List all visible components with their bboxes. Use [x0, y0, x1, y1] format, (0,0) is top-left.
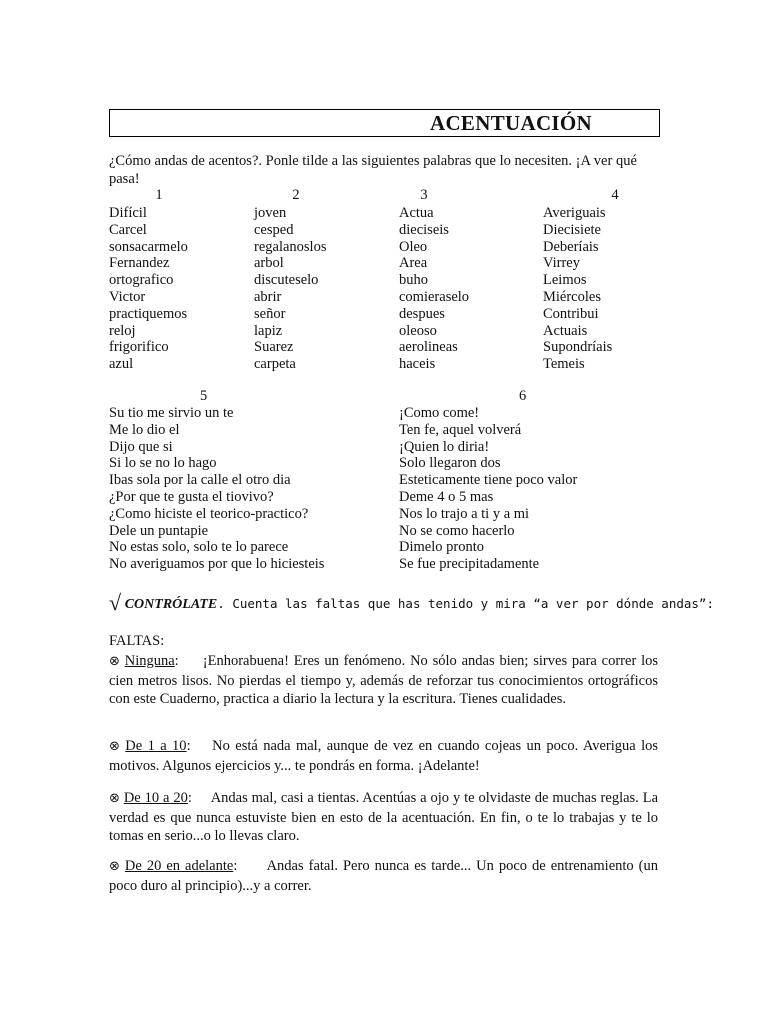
word: buho [399, 272, 428, 289]
sentence: Nos lo trajo a ti y a mi [399, 505, 530, 522]
word: discuteselo [254, 272, 319, 289]
word: Miércoles [543, 288, 601, 305]
sentence: Esteticamente tiene poco valor [399, 472, 578, 489]
cross-circle-icon: ⊗ [109, 859, 120, 874]
word: Carcel [109, 221, 147, 238]
controlate-line [109, 590, 714, 616]
column-2-number: 2 [292, 187, 300, 203]
word: practiquemos [109, 305, 188, 322]
word: Actua [399, 205, 434, 221]
section-6-number: 6 [519, 388, 527, 404]
result-range: De 20 en adelante [124, 858, 234, 874]
word: oleoso [399, 322, 437, 339]
sentence: Deme 4 o 5 mas [399, 488, 494, 505]
word: Actuais [543, 322, 588, 339]
sentence: Ibas sola por la calle el otro dia [109, 472, 291, 489]
word: Virrey [543, 255, 580, 272]
sentence: Dele un puntapie [109, 522, 209, 539]
word-column-4 [543, 205, 612, 373]
word: arbol [254, 255, 284, 272]
result-text: Andas mal, casi a tientas. Acentúas a ojo y te olvidaste de muchas reglas. La verdad es que nunca estuviste bien en esto de la acentuación. En fin, o te lo trabajas y te lo tomas en serio...o lo llevas claro. [109, 790, 659, 844]
section-5-number: 5 [200, 388, 208, 404]
result-range: Ninguna [124, 653, 175, 669]
sentence: Dimelo pronto [399, 539, 484, 556]
word: señor [254, 305, 286, 322]
cross-circle-icon: ⊗ [109, 791, 120, 806]
check-root-icon: √ [109, 590, 122, 615]
result-paragraph: ⊗ De 1 a 10: No está nada mal, aunque de vez en cuando cojeas un poco. Averigua los motivos. Algunos ejercicios y... te pondrás en forma. ¡Adelante! [109, 738, 658, 774]
column-3-number: 3 [420, 187, 428, 203]
word: cesped [254, 221, 294, 238]
word: Contribui [543, 305, 599, 322]
sentence: ¡Como come! [399, 405, 480, 421]
controlate-text: . Cuenta las faltas que has tenido y mira “a ver por dónde andas”: [217, 596, 714, 611]
cross-circle-icon: ⊗ [109, 739, 120, 754]
cross-circle-icon: ⊗ [109, 654, 120, 669]
column-1-number: 1 [155, 187, 163, 203]
word: Deberíais [543, 238, 599, 255]
word-column-2 [254, 205, 326, 373]
word: Averiguais [543, 205, 606, 221]
faltas-heading: FALTAS: [109, 633, 165, 649]
word: sonsacarmelo [109, 238, 188, 255]
word: Leimos [543, 272, 587, 289]
word: ortografico [109, 272, 174, 289]
word: Suarez [254, 339, 294, 356]
word: frigorifico [109, 339, 169, 356]
word: azul [109, 356, 134, 373]
word-column-3 [399, 205, 469, 373]
result-text: Andas fatal. Pero nunca es tarde... Un poco de entrenamiento (un poco duro al principio)...y a correr. [109, 858, 658, 894]
word: Victor [109, 288, 146, 305]
word: lapiz [254, 322, 283, 339]
sentence: Solo llegaron dos [399, 455, 501, 472]
word: dieciseis [399, 221, 449, 238]
sentence-list-6 [399, 405, 577, 573]
sentence: Ten fe, aquel volverá [399, 421, 522, 438]
word: Oleo [399, 238, 428, 255]
sentence: Dijo que si [109, 438, 173, 455]
word-column-1 [109, 205, 188, 373]
result-paragraph: ⊗ De 20 en adelante: Andas fatal. Pero nunca es tarde... Un poco de entrenamiento (un poco duro al principio)...y a correr. [109, 858, 658, 894]
result-text: ¡Enhorabuena! Eres un fenómeno. No sólo andas bien; sirves para correr los cien metros lisos. No pierdas el tiempo y, además de reforzar tus conocimientos ortográficos con este Cuaderno, practica a diario la lectura y la escritura. Tienes cualidades. [109, 653, 659, 707]
sentence: ¿Por que te gusta el tiovivo? [109, 488, 274, 505]
word: Difícil [109, 205, 147, 221]
word: Fernandez [109, 255, 170, 272]
sentence: Su tio me sirvio un te [109, 405, 234, 421]
sentence: Se fue precipitadamente [399, 556, 540, 573]
word: haceis [399, 356, 436, 373]
controlate-label: CONTRÓLATE [124, 597, 218, 612]
result-text: No está nada mal, aunque de vez en cuando cojeas un poco. Averigua los motivos. Algunos ejercicios y... te pondrás en forma. ¡Adelante! [109, 738, 658, 774]
result-range: De 1 a 10 [125, 738, 187, 754]
title-box [109, 109, 660, 137]
sentence: No estas solo, solo te lo parece [109, 539, 289, 556]
sentence: ¿Como hiciste el teorico-practico? [109, 505, 309, 522]
sentence-list-5 [109, 405, 324, 573]
sentence: Me lo dio el [109, 421, 180, 438]
word: Area [399, 255, 428, 272]
result-paragraph: ⊗ De 10 a 20: Andas mal, casi a tientas. Acentúas a ojo y te olvidaste de muchas reglas. La verdad es que nunca estuviste bien en esto de la acentuación. En fin, o te lo trabajas y te lo tomas en serio...o lo llevas claro. [109, 790, 659, 844]
word: joven [254, 205, 287, 221]
column-4-number: 4 [611, 187, 619, 203]
word: Diecisiete [543, 221, 601, 238]
result-paragraph: ⊗ Ninguna: ¡Enhorabuena! Eres un fenómeno. No sólo andas bien; sirves para correr los cien metros lisos. No pierdas el tiempo y, además de reforzar tus conocimientos ortográficos con este Cuaderno, practica a diario la lectura y la escritura. Tienes cualidades. [109, 653, 659, 707]
word: carpeta [254, 356, 296, 373]
result-range: De 10 a 20 [123, 790, 188, 806]
word: abrir [254, 288, 282, 305]
word: despues [399, 305, 445, 322]
word: regalanoslos [254, 238, 327, 255]
page-title: ACENTUACIÓN [430, 111, 592, 135]
word: aerolineas [399, 339, 458, 356]
intro-text: ¿Cómo andas de acentos?. Ponle tilde a las siguientes palabras que lo necesiten. ¡A ver qué pasa! [109, 153, 637, 187]
word: reloj [109, 322, 136, 339]
sentence: Si lo se no lo hago [109, 455, 217, 472]
word: Supondríais [543, 339, 613, 356]
word: Temeis [543, 356, 585, 373]
sentence: No se como hacerlo [399, 522, 515, 539]
word: comieraselo [399, 288, 470, 305]
sentence: ¡Quien lo diria! [399, 438, 490, 455]
sentence: No averiguamos por que lo hiciesteis [109, 556, 325, 573]
